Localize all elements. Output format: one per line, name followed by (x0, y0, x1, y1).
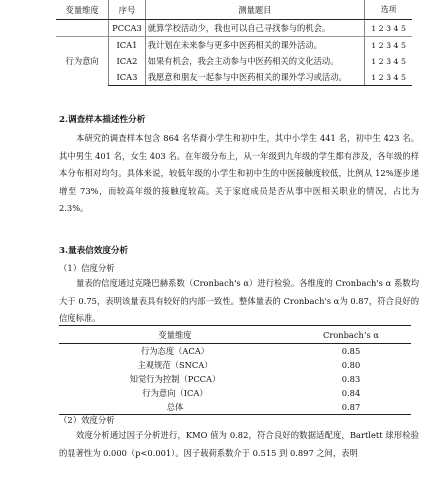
header-code: 序号 (109, 0, 145, 20)
row-code: PCCA3 (109, 20, 145, 37)
questionnaire-table (56, 0, 412, 86)
subheading-validity: （2）效度分析 (59, 415, 115, 425)
row-code: ICA3 (109, 69, 145, 86)
reliability-paragraph: 量表的信度通过克隆巴赫系数（Cronbach's α）进行检验。各维度的 Cronbach's α 系数均大于 0.75，表明该量表具有较好的内部一致性。整体量表的 Cronbach's α为 0.87，符合良好的信度标准。 (59, 278, 419, 323)
row-value: 0.85 (341, 346, 361, 356)
row-dimension: 主观规范（SNCA） (137, 360, 213, 370)
sample-description-paragraph: 本研究的调查样本包含 864 名华裔小学生和初中生，其中小学生 441 名，初中生 423 名。其中男生 401 名，女生 403 名。在年级分布上，从一年级到九年级的学生都有涉及，各年级的样本分布相对均匀。具体来说，较低年级的小学生和初中生的中医接触度较低，比例从 12%逐步递增至 73%，而较高年级的接触度较高。关于家庭成员是否从事中医相关职业的情况，占比为 2.3%。 (59, 133, 419, 213)
row-value: 0.80 (341, 360, 361, 370)
row-options: 1 2 3 4 5 (365, 20, 412, 37)
row-item: 我计划在未来参与更多中医药相关的课外活动。 (145, 37, 364, 54)
row-value: 0.84 (341, 388, 361, 398)
table-row (56, 20, 412, 37)
row-dimension: 行为意向（ICA） (142, 388, 208, 398)
table-row (59, 344, 411, 359)
row-value: 0.83 (341, 374, 361, 384)
header-options: 选项 (365, 0, 412, 20)
row-item: 如果有机会，我会主动参与中医药相关的文化活动。 (145, 53, 364, 69)
table-header-row (59, 326, 411, 344)
row-dimension: 行为态度（ACA） (140, 346, 210, 356)
header-dimension: 变量维度 (59, 326, 291, 344)
table-header-row (56, 0, 412, 20)
row-item: 我愿意和朋友一起参与中医药相关的课外学习或活动。 (145, 69, 364, 86)
table-row (59, 386, 411, 400)
header-dimension: 变量维度 (56, 0, 109, 20)
row-value: 0.87 (291, 400, 411, 415)
table-row (56, 53, 412, 69)
row-dimension (56, 20, 109, 37)
row-options: 1 2 3 4 5 (365, 69, 412, 86)
row-dimension: 总体 (59, 400, 291, 415)
row-options: 1 2 3 4 5 (365, 53, 412, 69)
table-row (56, 69, 412, 86)
header-cronbach-alpha: Cronbach’s α (291, 326, 411, 344)
row-dimension: 行为意向 (56, 37, 109, 86)
section-heading-reliability-validity: 3.量表信效度分析 (59, 246, 129, 256)
table-row (59, 400, 411, 415)
row-options: 1 2 3 4 5 (365, 37, 412, 54)
table-row (56, 37, 412, 54)
reliability-table (59, 325, 411, 415)
row-item: 就算学校活动少，我也可以自己寻找参与的机会。 (145, 20, 364, 37)
row-code: ICA1 (109, 37, 145, 54)
table-row (59, 358, 411, 372)
validity-paragraph: 效度分析通过因子分析进行，KMO 值为 0.82，符合良好的数据适配度，Bartlett 球形检验的显著性为 0.000（p<0.001）。因子载荷系数介于 0.515 到 0.897 之间，表明 (59, 430, 419, 458)
row-code: ICA2 (109, 53, 145, 69)
table-row (59, 372, 411, 386)
section-heading-sample: 2.调查样本描述性分析 (59, 115, 146, 125)
header-item: 测量题目 (145, 0, 364, 20)
subheading-reliability: （1）信度分析 (59, 263, 115, 273)
row-dimension: 知觉行为控制（PCCA） (129, 374, 221, 384)
